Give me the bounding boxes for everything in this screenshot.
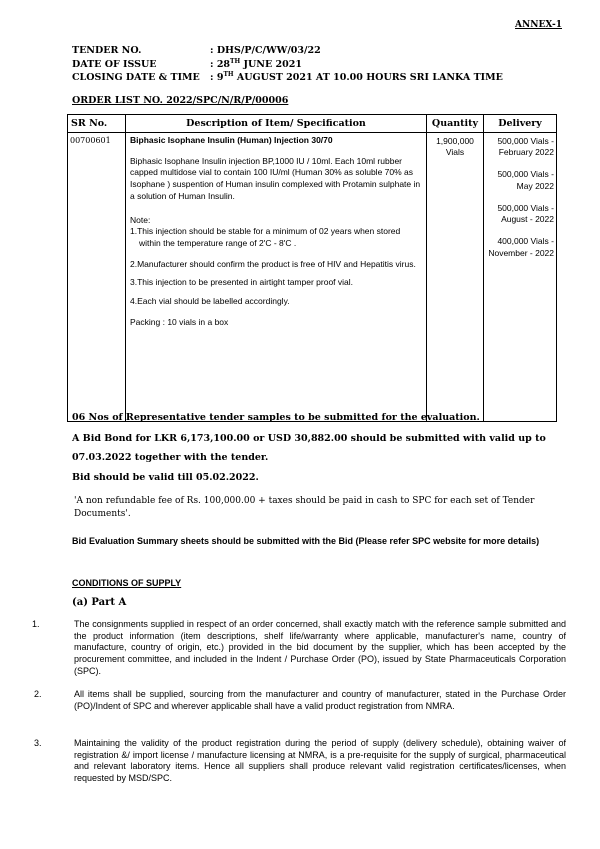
part-a-heading: (a) Part A <box>72 597 127 608</box>
date-of-issue-value-post: JUNE 2021 <box>240 59 302 71</box>
samples-statement: 06 Nos of Representative tender samples to be submitted for the evaluation. <box>72 412 480 423</box>
quantity-unit: Vials <box>445 147 465 158</box>
bid-validity-line: Bid should be valid till 05.02.2022. <box>72 472 259 483</box>
table-header-row <box>68 115 557 133</box>
header-quantity: Quantity <box>427 115 484 133</box>
note-item: 3.This injection to be presented in airtight tamper proof vial. <box>130 277 354 288</box>
date-of-issue-sup: TH <box>230 58 241 65</box>
header-description: Description of Item/ Specification <box>126 115 427 133</box>
table-row <box>68 133 557 422</box>
condition-clause-3 <box>32 738 566 785</box>
header-delivery: Delivery <box>484 115 557 133</box>
condition-clause-2 <box>32 689 566 712</box>
bid-bond-line-1: A Bid Bond for LKR 6,173,100.00 or USD 30,882.00 should be submitted with valid up to <box>72 433 546 444</box>
closing-date-value-post: AUGUST 2021 AT 10.00 HOURS SRI LANKA TIME <box>233 72 503 84</box>
delivery-entry: 500,000 Vials - May 2022 <box>497 169 554 191</box>
header-sr-no: SR No. <box>68 115 126 133</box>
item-title: Biphasic Isophane Insulin (Human) Injection 30/70 <box>130 135 333 145</box>
clause-text: All items shall be supplied, sourcing from the manufacturer and country of manufacturer, stated in the Purchase Order (PO)/Indent of SPC and wherever applicable shall have a valid product registration from NMRA. <box>74 689 566 711</box>
closing-date-sup: TH <box>223 71 234 78</box>
note-item: 1.This injection should be stable for a minimum of 02 years when stored within the temperature range of 2'C - 8'C . <box>130 226 401 249</box>
closing-date-value-pre: : 9 <box>210 72 224 84</box>
item-quantity <box>427 133 484 422</box>
order-list-number: ORDER LIST NO. 2022/SPC/N/R/P/00006 <box>72 95 289 106</box>
item-table <box>67 114 557 422</box>
clause-text: Maintaining the validity of the product registration during the period of supply (delivery schedule), obtaining waiver of registration &/ import license / manufacture licensing at NMRA, is a pre-requisite for the supply of surgical, pharmaceutical and relevant laboratory items. Hence all suppliers shall produce relevant valid registration certificates/licenses, when requested by MSD/SPC. <box>74 738 566 784</box>
conditions-title: CONDITIONS OF SUPPLY <box>72 578 182 588</box>
clause-number: 2. <box>34 689 42 699</box>
item-description <box>126 133 427 422</box>
note-item: 4.Each vial should be labelled accordingly. <box>130 296 290 307</box>
tender-fee-note: 'A non refundable fee of Rs. 100,000.00 + taxes should be paid in cash to SPC for each set of Tender Documents'. <box>74 496 535 519</box>
closing-date-label: CLOSING DATE & TIME <box>72 72 200 84</box>
condition-clause-1 <box>32 619 566 677</box>
clause-number: 1. <box>32 619 40 629</box>
annex-label: ANNEX-1 <box>515 20 562 30</box>
item-packing: Packing : 10 vials in a box <box>130 316 229 327</box>
delivery-entry: 500,000 Vials - August - 2022 <box>497 202 554 225</box>
quantity-value: 1,900,000 <box>436 136 474 146</box>
tender-no-label: TENDER NO. <box>72 45 142 56</box>
note-item: 2.Manufacturer should confirm the product is free of HIV and Hepatitis virus. <box>130 258 416 269</box>
item-sr-no: 00700601 <box>68 133 126 422</box>
clause-text: The consignments supplied in respect of an order concerned, shall exactly match with the reference sample submitted and the product information (item descriptions, shelf life/warranty where applicable, manufacturer's name, country of manufacture, country of origin, etc.) provided in the bid document by the supplier, which has been accepted by the procurement committee, and included in the Indent / Purchase Order (PO), issued by State Pharmaceuticals Corporation (SPC). <box>74 619 566 676</box>
bid-bond-line-2: 07.03.2022 together with the tender. <box>72 452 269 463</box>
bid-summary-note: Bid Evaluation Summary sheets should be submitted with the Bid (Please refer SPC website for more details) <box>72 536 540 546</box>
item-delivery <box>484 133 557 422</box>
tender-no-value: : DHS/P/C/WW/03/22 <box>210 45 321 56</box>
delivery-entry: 500,000 Vials - February 2022 <box>497 136 554 158</box>
date-of-issue-label: DATE OF ISSUE <box>72 59 157 71</box>
delivery-entry: 400,000 Vials - November - 2022 <box>488 236 554 258</box>
closing-date-line <box>72 71 503 83</box>
date-of-issue-line <box>72 58 302 70</box>
clause-number: 3. <box>34 738 42 748</box>
item-spec: Biphasic Isophane Insulin injection BP,1000 IU / 10ml. Each 10ml rubber capped multidose vial to contain 100 IU/ml (Human 30% as soluble 70% as Isophane ) suspention of Human insulin complexed with Protamin sulphate in a solution of Human Insulin. <box>130 155 421 201</box>
tender-no-line <box>72 45 321 56</box>
note-label: Note: <box>130 214 151 225</box>
date-of-issue-value-pre: : 28 <box>210 59 231 71</box>
